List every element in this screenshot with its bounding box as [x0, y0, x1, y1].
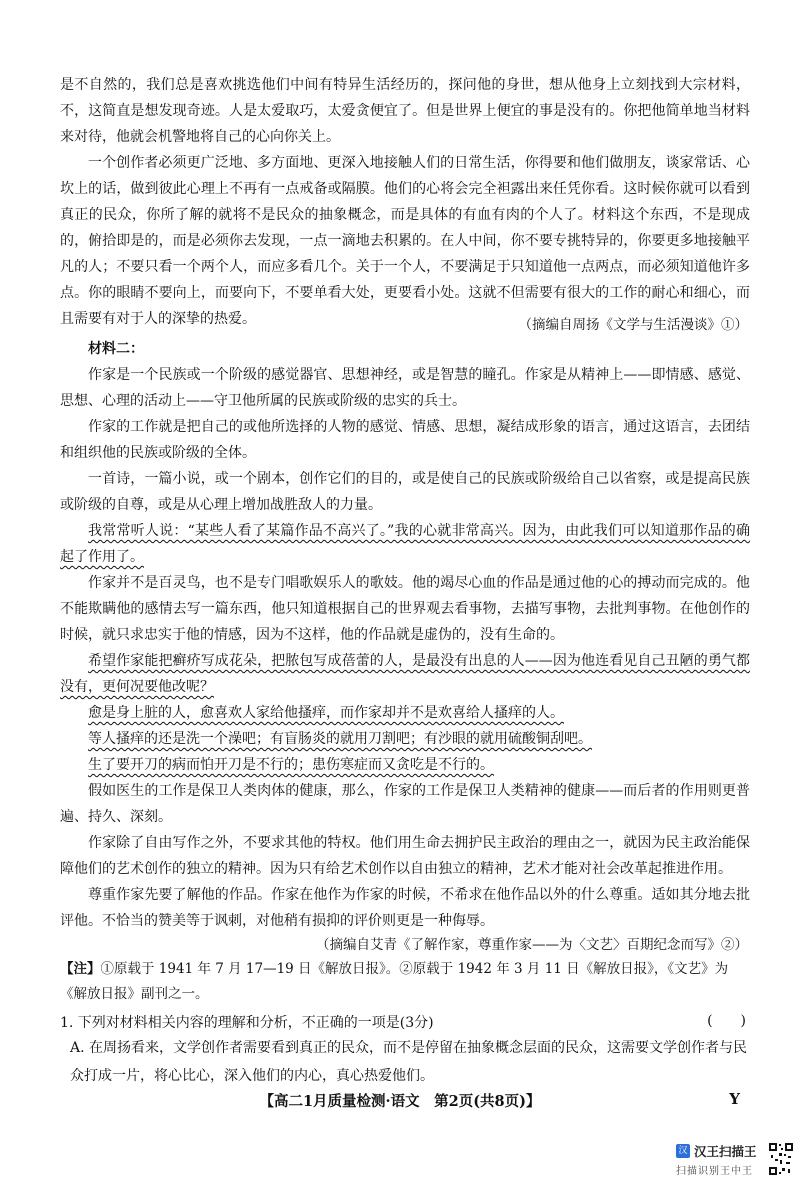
scanner-subtitle: 扫描识别王中王 [676, 1166, 753, 1177]
paragraph-continued: 是不自然的，我们总是喜欢挑选他们中间有特异生活经历的，探问他的身世，想从他身上立刻找到大宗材料，不，这简直是想发现奇迹。人是太爱取巧，太爱贪便宜了。但是世界上便宜的事是没有的。你把他简单地当材料来对待，他就会机警地将自己的心向你关上。 [60, 77, 750, 145]
source-citation-1: （摘编自周扬《文学与生活漫谈》①） [518, 317, 748, 333]
option-a: A. 在周扬看来，文学创作者需要看到真正的民众，而不是停留在抽象概念层面的民众，这需要文学创作者与民众打成一片，将心比心，深入他们的内心，真心热爱他们。 [70, 1040, 748, 1084]
paragraph-underlined-unhappy: 我常常听人说：“某些人看了某篇作品不高兴了。”我的心就非常高兴。因为，由此我们可以知道那作品的确起了作用了。 [60, 523, 750, 565]
qr-code-icon [768, 1142, 794, 1176]
paragraph-underlined-scabies: 希望作家能把癣疥写成花朵，把脓包写成蓓蕾的人，是最没有出息的人——因为他连看见自己丑陋的勇气都没有，更何况要他改呢？ [60, 653, 750, 695]
footnote-text: ①原载于 1941 年 7 月 17—19 日《解放日报》。②原载于 1942 年 3 月 11 日《解放日报》，《文艺》为《解放日报》副刊之一。 [60, 961, 729, 1002]
material-two-heading: 材料二： [88, 341, 144, 357]
footer-mark: Y [729, 1090, 740, 1108]
scanner-title: 汉王扫描王 [694, 1144, 757, 1159]
footnote [60, 957, 752, 1007]
paragraph-underlined-dirty: 愈是身上脏的人，愈喜欢人家给他搔痒，而作家却并不是欢喜给人搔痒的人。 [88, 705, 564, 721]
page-footer: 【高二1月质量检测·语文 第2页(共8页)】 [259, 1093, 541, 1110]
paragraph-writer-sense: 作家是一个民族或一个阶级的感觉器官、思想神经，或是智慧的瞳孔。作家是从精神上——即情感、感觉、思想、心理的活动上——守卫他所属的民族或阶级的忠实的兵士。 [60, 367, 750, 409]
paragraph-not-lark: 作家并不是百灵鸟，也不是专门唱歌娱乐人的歌妓。他的竭尽心血的作品是通过他的心的搏动而完成的。他不能欺瞒他的感情去写一篇东西，他只知道根据自己的世界观去看事物，去描写事物，去批判事物。在他创作的时候，就只求忠实于他的情感，因为不这样，他的作品就是虚伪的，没有生命的。 [60, 575, 750, 643]
paragraph-freedom: 作家除了自由写作之外，不要求其他的特权。他们用生命去拥护民主政治的理由之一，就因为民主政治能保障他们的艺术创作的独立的精神。因为只有给艺术创作以自由独立的精神，艺术才能对社会改革起推进作用。 [60, 835, 750, 877]
paragraph-underlined-bath: 等人搔痒的还是洗一个澡吧；有盲肠炎的就用刀割吧；有沙眼的就用硫酸铜刮吧。 [88, 731, 592, 747]
scanner-logo-icon: 汉 [676, 1144, 690, 1158]
paragraph-creator: 一个创作者必须更广泛地、多方面地、更深入地接触人们的日常生活，你得要和他们做朋友，谈家常话、心坎上的话，做到彼此心理上不再有一点戒备或隔膜。他们的心将会完全袒露出来任凭你看。这时候你就可以看到真正的民众，你所了解的就将不是民众的抽象概念，而是具体的有血有肉的个人了。材料这个东西，不是现成的，俯拾即是的，而是必须你去发现，一点一滴地去积累的。在人中间，你不要专挑特异的，你要更多地接触平凡的人；不要只看一个两个人，而应多看几个。关于一个人，不要满足于只知道他一点两点，而必须知道他许多点。你的眼睛不要向上，而要向下，不要单看大处，更要看小处。这就不但需要有很大的工作的耐心和细心，而且需要有对于人的深挚的热爱。 [60, 155, 750, 327]
paragraph-respect: 尊重作家先要了解他的作品。作家在他作为作家的时候，不希求在他作品以外的什么尊重。适如其分地去批评他。不恰当的赞美等于讽刺，对他稍有损抑的评价则更是一种侮辱。 [60, 887, 750, 929]
paragraph-underlined-surgery: 生了要开刀的病而怕开刀是不行的；患伤寒症而又贪吃是不行的。 [88, 757, 494, 773]
footnote-label: 【注】 [60, 961, 101, 977]
paragraph-writer-work: 作家的工作就是把自己的或他所选择的人物的感觉、情感、思想，凝结成形象的语言，通过这语言，去团结和组织他的民族或阶级的全体。 [60, 419, 750, 461]
question-stem: 1. 下列对材料相关内容的理解和分析，不正确的一项是(3分) [60, 1015, 434, 1031]
paragraph-doctor: 假如医生的工作是保卫人类肉体的健康，那么，作家的工作是保卫人类精神的健康——而后者的作用则更普遍、持久、深刻。 [60, 783, 750, 825]
source-citation-2: （摘编自艾青《了解作家，尊重作家——为〈文艺〉百期纪念而写》②） [316, 937, 748, 953]
paragraph-purpose: 一首诗，一篇小说，或一个剧本，创作它们的目的，或是使自己的民族或阶级给自己以省察，或是提高民族或阶级的自尊，或是从心理上增加战胜敌人的力量。 [60, 471, 750, 513]
scanner-watermark [676, 1142, 796, 1182]
answer-parentheses: ( ) [707, 1013, 746, 1029]
